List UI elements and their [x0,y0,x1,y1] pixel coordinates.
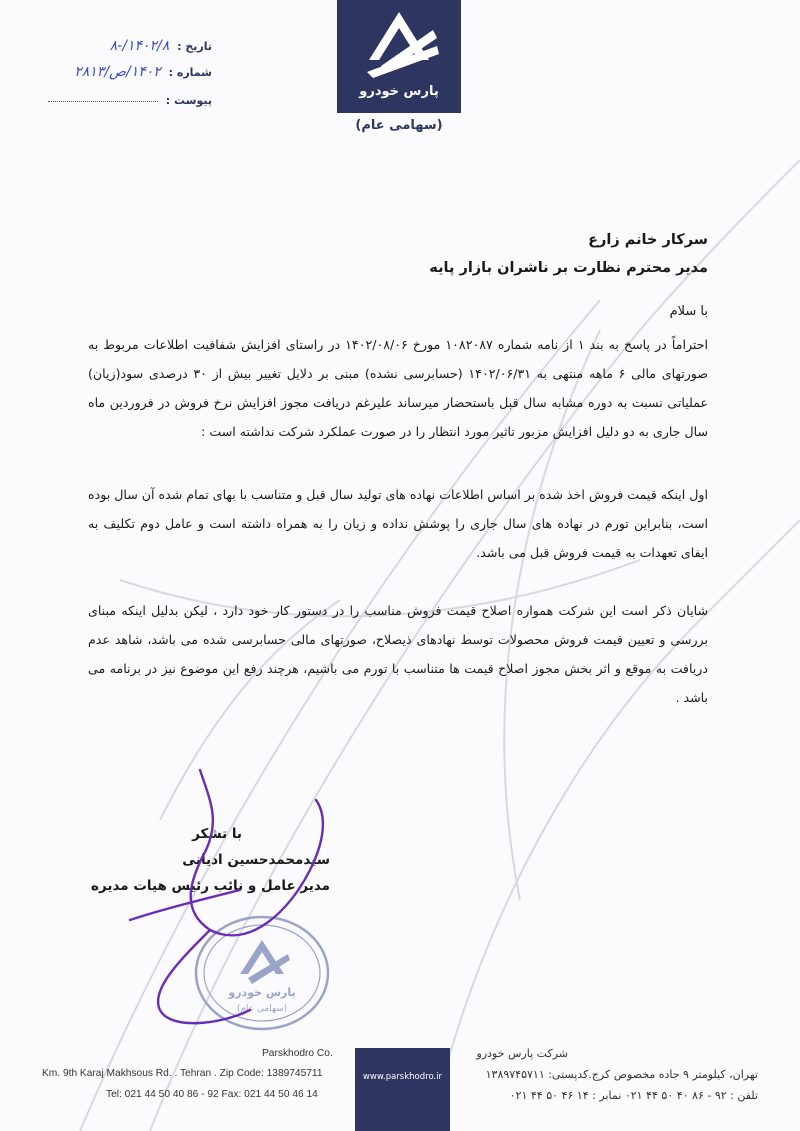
paragraph-2: اول اینکه قیمت فروش اخذ شده بر اساس اطلاعات نهاده های تولید سال قبل و متناسب با بهای تمام شده آن سال بوده است، بنابراین تورم در نهاده های سال جاری را پوشش نداده و زیان را به همراه داشته است و عامل دوم تکلیف به ایفای تعهدات به قیمت فروش قبل می باشد. [88,487,708,560]
stamp-brand: پارس خودرو [228,986,296,999]
paragraph-3: شایان ذکر است این شرکت همواره اصلاح قیمت فروش مناسب را در دستور کار خود دارد ، لیکن بدلیل اینکه مبنای بررسی و تعیین قیمت فروش محصولات توسط نهادهای ذیصلاح، صورتهای مالی حسابرسی شده می باشد، شاهد عدم دریافت به موقع و اثر بخش مجوز اصلاح قیمت ها متناسب با تورم می باشیم، هرچند رفع این موضوع نیز در برنامه می باشد . [88,603,708,705]
footer-url[interactable]: www.parskhodro.ir [362,1072,443,1082]
company-logo [337,0,461,113]
footer-address-fa: تهران، کیلومتر ۹ جاده مخصوص کرج.کدپستی: ۱۳۸۹۷۴۵۷۱۱ [485,1068,758,1081]
greeting: با سلام [669,304,708,319]
signature-name: سیدمحمدحسین ادیانی [182,852,330,868]
attachment-label: پیوست : [165,94,212,107]
date-label: تاریخ : [177,40,212,53]
logo-brand-text: پارس خودرو [359,84,439,99]
footer-company-en: Parskhodro Co. [262,1048,333,1059]
number-field [74,64,212,80]
footer-url-box [355,1048,450,1131]
number-value: ۱۴۰۲/ص/۲۸۱۳ [74,64,161,80]
date-value: ۱۴۰۲/۸/-۸ [109,38,170,54]
signature-title: مدیر عامل و نائب رئیس هیات مدیره [91,878,330,894]
stamp-type: (سهامی عام) [236,1004,288,1014]
company-type: (سهامی عام) [355,118,443,133]
handwritten-signature [120,760,360,1040]
addressee-name: سرکار خانم زارع [588,232,708,248]
attachment-dots [48,101,158,102]
number-label: شماره : [168,66,212,79]
logo-mark-icon [337,0,461,85]
addressee-title: مدیر محترم نظارت بر ناشران بازار پایه [429,260,708,276]
footer-company-fa: شرکت پارس خودرو [476,1047,568,1060]
footer-address-en: Km. 9th Karaj Makhsous Rd. . Tehran . Zip Code: 1389745711 [42,1068,323,1079]
footer-phone-en: Tel: 021 44 50 40 86 - 92 Fax: 021 44 50 46 14 [106,1089,318,1100]
footer-phone-fa: تلفن : ۹۲ - ۸۶ ۴۰ ۵۰ ۴۴ ۰۲۱ نمابر : ۱۴ ۴۶ ۵۰ ۴۴ ۰۲۱ [509,1089,758,1102]
date-field [110,38,212,54]
attachment-field [48,94,212,107]
signature-closing: با تشکر [192,826,242,842]
paragraph-1: احتراماً در پاسخ به بند ۱ از نامه شماره ۱۰۸۲۰۸۷ مورخ ۱۴۰۲/۰۸/۰۶ در راستای افزایش شفافیت اطلاعات مربوط به صورتهای مالی ۶ ماهه منتهی به ۱۴۰۲/۰۶/۳۱ (حسابرسی نشده) مبنی بر دلایل تغییر بیش از ۳۰ درصدی سود(زیان) عملیاتی نسبت به دوره مشابه سال قبل باستحضار میرساند علیرغم دریافت مجوز افزایش نرخ فروش در فروردین ماه سال جاری به دو دلیل افزایش مزبور تاثیر مورد انتظار را در صورت عملکرد شرکت نداشته است : [88,337,708,439]
